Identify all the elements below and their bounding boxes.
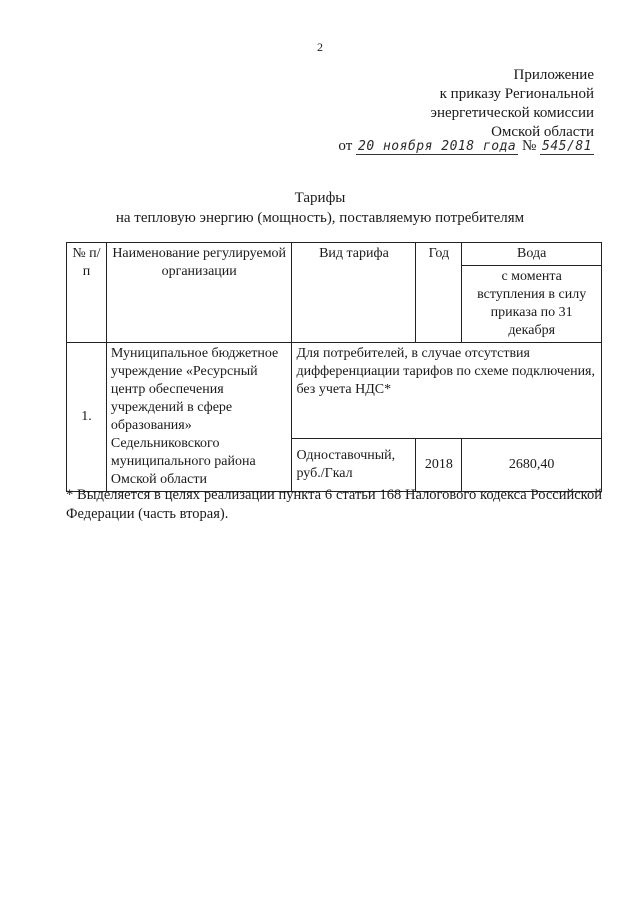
date-prefix: от bbox=[338, 138, 353, 154]
row-note: Для потребителей, в случае отсутствия дифференциации тарифов по схеме подключения, без учета НДС* bbox=[292, 343, 602, 439]
row-num: 1. bbox=[67, 343, 107, 492]
header-year: Год bbox=[416, 243, 462, 343]
header-type: Вид тарифа bbox=[292, 243, 416, 343]
order-date-number bbox=[338, 138, 594, 155]
appendix-line-1: Приложение bbox=[513, 67, 594, 83]
appendix-line-3: энергетической комиссии bbox=[430, 105, 594, 121]
appendix-header bbox=[431, 66, 594, 142]
document-title bbox=[0, 188, 640, 228]
table-header-row bbox=[67, 243, 602, 266]
appendix-line-2: к приказу Региональной bbox=[439, 86, 594, 102]
header-water: Вода bbox=[462, 243, 602, 266]
number-prefix: № bbox=[521, 138, 537, 154]
row-org: Муниципальное бюджетное учреждение «Ресурсный центр обеспечения учреждений в сфере образования» Седельниковского муниципального района Омской области bbox=[106, 343, 292, 492]
row-tariff-type: Одноставочный, руб./Гкал bbox=[292, 439, 416, 492]
appendix-line-4: Омской области bbox=[491, 124, 594, 140]
page-number: 2 bbox=[317, 40, 323, 54]
table-row bbox=[67, 343, 602, 439]
footnote: * Выделяется в целях реализации пункта 6 статьи 168 Налогового кодекса Российской Федерации (часть вторая). bbox=[66, 487, 602, 522]
header-num: № п/п bbox=[67, 243, 107, 343]
handwritten-number: 545/81 bbox=[542, 139, 592, 154]
row-year: 2018 bbox=[416, 439, 462, 492]
handwritten-date: 20 ноября 2018 года bbox=[358, 139, 517, 154]
title-line-1: Тарифы bbox=[294, 190, 346, 206]
header-period: с момента вступления в силу приказа по 31 декабря bbox=[462, 266, 602, 343]
title-line-2: на тепловую энергию (мощность), поставляемую потребителям bbox=[115, 210, 525, 226]
row-value: 2680,40 bbox=[462, 439, 602, 492]
header-org: Наименование регулируемой организации bbox=[106, 243, 292, 343]
tariffs-table bbox=[66, 242, 602, 492]
